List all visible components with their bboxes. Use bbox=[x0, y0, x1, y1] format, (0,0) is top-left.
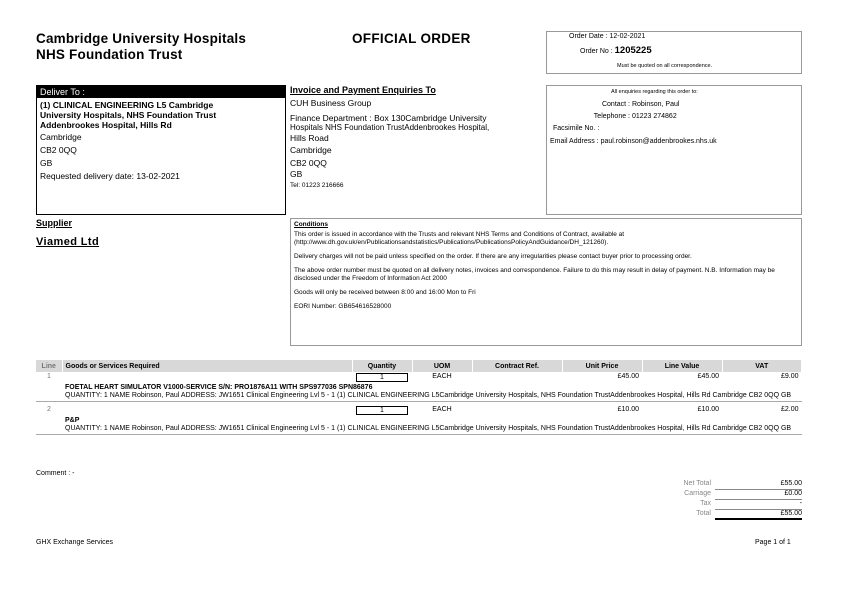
line-number: 1 bbox=[47, 373, 51, 380]
comment: Comment : - bbox=[36, 470, 75, 477]
col-vat: VAT bbox=[722, 360, 802, 372]
uom: EACH bbox=[432, 406, 452, 413]
table-row-detail bbox=[36, 416, 802, 435]
contract-ref bbox=[472, 402, 562, 417]
conditions-delivery-charges: Delivery charges will not be paid unless specified on the order. If there are any irregularities please contact buyer prior to processing order. bbox=[294, 253, 692, 260]
contact-note: All enquiries regarding this order to: bbox=[611, 89, 698, 95]
deliver-city: Cambridge bbox=[40, 132, 82, 142]
tax-label: Tax bbox=[700, 500, 711, 507]
totals-box bbox=[660, 480, 802, 520]
deliver-address-line-2: University Hospitals, NHS Foundation Trust bbox=[40, 110, 217, 120]
invoice-telephone: Tel: 01223 216666 bbox=[290, 182, 344, 189]
invoice-enquiries-box bbox=[290, 85, 546, 215]
carriage: £0.00 bbox=[715, 490, 802, 500]
invoice-city: Cambridge bbox=[290, 145, 332, 155]
invoice-address-line-1: Finance Department : Box 130Cambridge University bbox=[290, 113, 487, 123]
conditions-goods-hours: Goods will only be received between 8:00 and 16:00 Mon to Fri bbox=[294, 289, 476, 296]
order-lines-table bbox=[36, 360, 802, 435]
contact-email[interactable]: paul.robinson@addenbrookes.nhs.uk bbox=[600, 138, 717, 145]
footer-provider: GHX Exchange Services bbox=[36, 539, 114, 546]
organisation-name bbox=[36, 31, 246, 63]
supplier-heading: Supplier bbox=[36, 218, 73, 228]
carriage-label: Carriage bbox=[684, 490, 711, 497]
invoice-heading: Invoice and Payment Enquiries To bbox=[290, 85, 436, 95]
invoice-postcode: CB2 0QQ bbox=[290, 158, 327, 168]
requested-delivery-date: Requested delivery date: 13-02-2021 bbox=[40, 171, 180, 181]
order-date-label: Order Date : bbox=[569, 33, 608, 40]
deliver-address-line-3: Addenbrookes Hospital, Hills Rd bbox=[40, 120, 172, 130]
table-row bbox=[36, 402, 802, 417]
net-total-label: Net Total bbox=[683, 480, 711, 487]
col-contract-ref: Contract Ref. bbox=[472, 360, 562, 372]
table-row-detail bbox=[36, 383, 802, 402]
fax-label: Facsimile No. : bbox=[553, 125, 600, 132]
quantity-field: 1 bbox=[356, 373, 408, 382]
invoice-address-line-3: Hills Road bbox=[290, 133, 329, 143]
conditions-terms: This order is issued in accordance with the Trusts and relevant NHS Terms and Conditions of Contract, available at (http://www.dh.gov.uk/en/Publicationsandstatistics/Publications/PublicationsPolicyAndGuidance/DH_121260). bbox=[294, 231, 625, 246]
col-unit-price: Unit Price bbox=[562, 360, 642, 372]
org-line-1: Cambridge University Hospitals bbox=[36, 31, 247, 46]
telephone-label: Telephone : bbox=[593, 113, 630, 120]
conditions-order-number: The above order number must be quoted on all delivery notes, invoices and correspondence. Failure to do this may result in delay of payment. N.B. Information may be disclosed under the Freedom of Information Act 2000 bbox=[294, 267, 775, 282]
org-line-2: NHS Foundation Trust bbox=[36, 47, 183, 62]
item-detail: QUANTITY: 1 NAME Robinson, Paul ADDRESS: JW1651 Clinical Engineering Lvl 5 - 1 (1) CLINICAL ENGINEERING L5Cambridge University Hospitals, NHS Foundation TrustAddenbrookes Hospital, Hills Rd Cambridge CB2 0QQ GB bbox=[65, 425, 792, 432]
contact-label: Contact : bbox=[601, 101, 630, 108]
deliver-country: GB bbox=[40, 158, 53, 168]
item-detail: QUANTITY: 1 NAME Robinson, Paul ADDRESS: JW1651 Clinical Engineering Lvl 5 - 1 (1) CLINICAL ENGINEERING L5Cambridge University Hospitals, NHS Foundation TrustAddenbrookes Hospital, Hills Rd Cambridge CB2 0QQ GB bbox=[65, 392, 792, 399]
invoice-country: GB bbox=[290, 169, 303, 179]
quantity-field: 1 bbox=[356, 406, 408, 415]
line-value: £10.00 bbox=[697, 406, 719, 413]
col-line: Line bbox=[36, 360, 62, 372]
table-row bbox=[36, 372, 802, 383]
uom: EACH bbox=[432, 373, 452, 380]
col-line-value: Line Value bbox=[642, 360, 722, 372]
quote-note: Must be quoted on all correspondence. bbox=[617, 63, 713, 69]
grand-total: £55.00 bbox=[715, 510, 802, 520]
order-no-label: Order No : bbox=[580, 48, 613, 55]
unit-price: £10.00 bbox=[617, 406, 639, 413]
vat: £9.00 bbox=[780, 373, 799, 380]
order-number: 1205225 bbox=[614, 45, 652, 56]
order-date: 12-02-2021 bbox=[609, 33, 646, 40]
contact-box bbox=[546, 85, 802, 215]
table-header-row bbox=[36, 360, 802, 372]
line-number: 2 bbox=[47, 406, 51, 413]
order-info-box bbox=[546, 31, 802, 74]
contact-name: Robinson, Paul bbox=[631, 101, 680, 108]
conditions-box bbox=[290, 218, 802, 346]
col-goods: Goods or Services Required bbox=[62, 360, 352, 372]
line-value: £45.00 bbox=[697, 373, 719, 380]
deliver-to-box bbox=[36, 85, 286, 215]
conditions-heading: Conditions bbox=[294, 221, 328, 228]
unit-price: £45.00 bbox=[617, 373, 639, 380]
col-uom: UOM bbox=[412, 360, 472, 372]
deliver-postcode: CB2 0QQ bbox=[40, 145, 77, 155]
item-description: FOETAL HEART SIMULATOR V1000-SERVICE S/N: PRO1876A11 WITH SPS977036 SPN86876 bbox=[65, 384, 373, 391]
contract-ref bbox=[472, 372, 562, 383]
item-description: P&P bbox=[65, 417, 80, 424]
invoice-address-line-2: Hospitals NHS Foundation TrustAddenbrookes Hospital, bbox=[290, 123, 490, 132]
tax: - bbox=[715, 500, 802, 510]
conditions-eori: EORI Number: GB654616528000 bbox=[294, 303, 392, 310]
invoice-org: CUH Business Group bbox=[290, 98, 372, 108]
vat: £2.00 bbox=[780, 406, 799, 413]
email-label: Email Address : bbox=[550, 138, 599, 145]
supplier-name: Viamed Ltd bbox=[36, 236, 100, 248]
deliver-address-line-1: (1) CLINICAL ENGINEERING L5 Cambridge bbox=[40, 100, 214, 110]
total-label: Total bbox=[696, 510, 711, 517]
page-number: Page 1 of 1 bbox=[755, 539, 791, 546]
col-quantity: Quantity bbox=[352, 360, 412, 372]
net-total: £55.00 bbox=[715, 480, 802, 490]
document-title: OFFICIAL ORDER bbox=[352, 31, 471, 46]
contact-telephone: 01223 274862 bbox=[631, 113, 677, 120]
deliver-to-heading: Deliver To : bbox=[37, 86, 285, 98]
